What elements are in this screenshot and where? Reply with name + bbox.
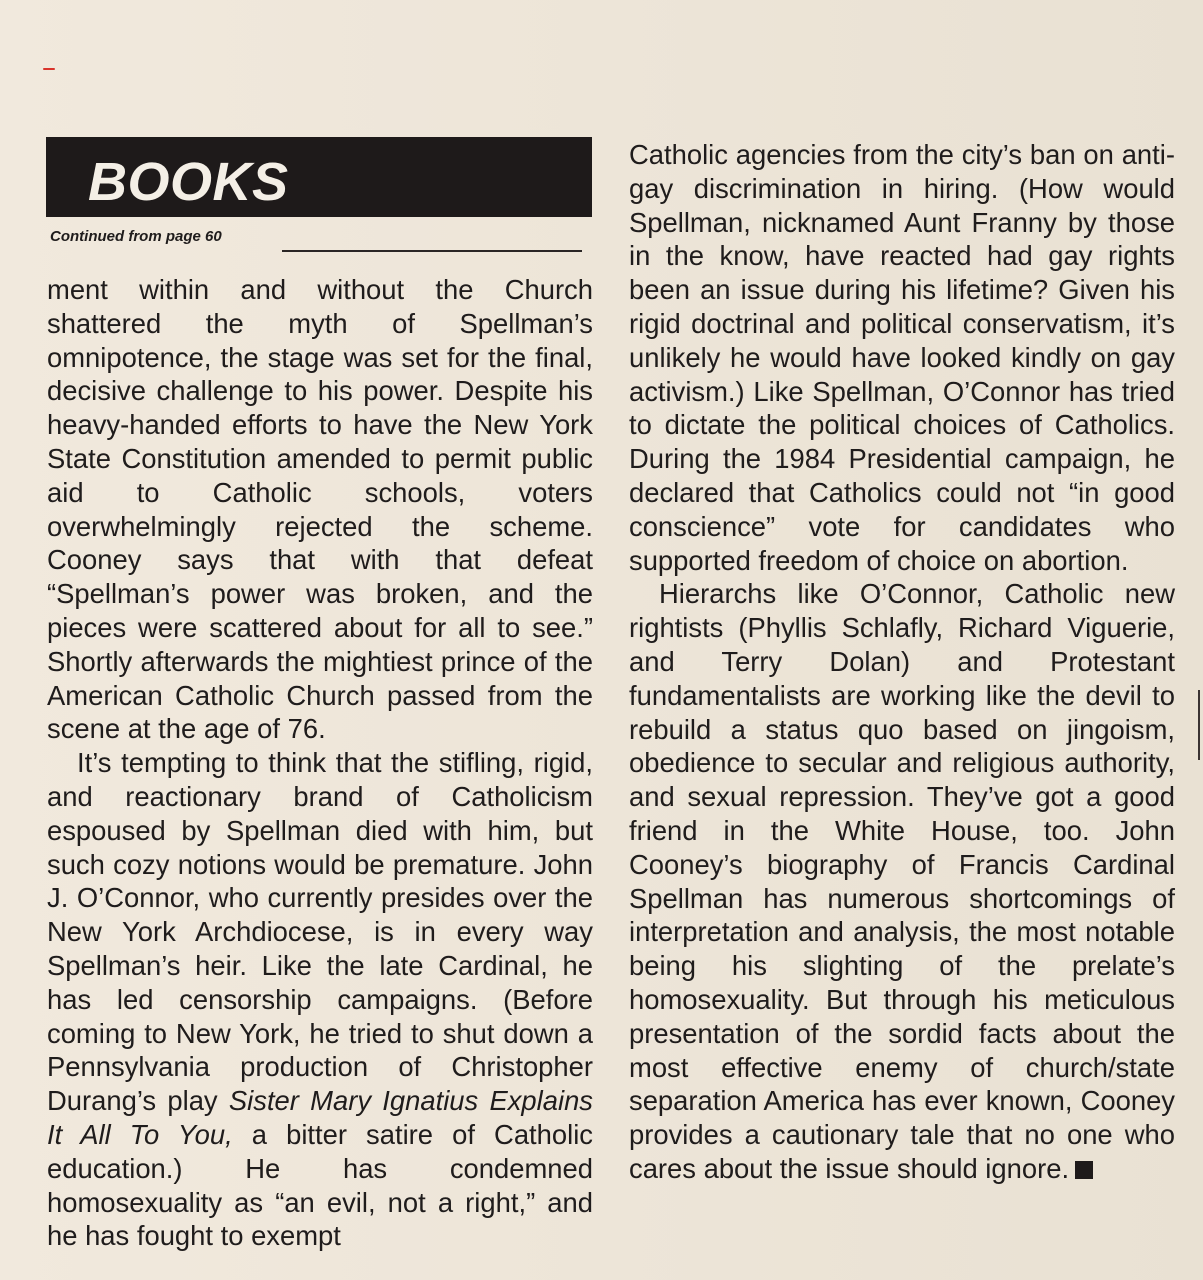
page-edge-line bbox=[1198, 690, 1200, 760]
red-ink-mark bbox=[43, 68, 55, 70]
article-column-2 bbox=[629, 138, 1175, 1186]
column2-paragraph-2 bbox=[629, 577, 1175, 1185]
column1-paragraph-2-text-a: It’s tempting to think that the stifling, rigid, and reactionary brand of Catholicism espoused by Spellman died with him, but such cozy notions would be premature. John J. O’Connor, who currently presides over the New York Archdiocese, is in every way Spellman’s heir. Like the late Cardinal, he has led censorship campaigns. (Before coming to New York, he tried to shut down a Pennsylvania production of Christopher Durang’s play bbox=[47, 747, 593, 1117]
continued-note: Continued from page 60 bbox=[50, 228, 222, 245]
article-column-1 bbox=[47, 273, 593, 1253]
section-title: BOOKS bbox=[88, 152, 289, 212]
column2-paragraph-2-text: Hierarchs like O’Connor, Catholic new rightists (Phyllis Schlafly, Richard Viguerie, and Terry Dolan) and Protestant fundamentalists are working like the devil to rebuild a status quo based on jingoism, obedience to secular and religious authority, and sexual repression. They’ve got a good friend in the White House, too. John Cooney’s biography of Francis Cardinal Spellman has numerous shortcomings of interpretation and analysis, the most notable being his slighting of the prelate’s homosexuality. But through his meticulous presentation of the sordid facts about the most effective enemy of church/state separation America has ever known, Cooney provides a cautionary tale that no one who cares about the issue should ignore. bbox=[629, 578, 1175, 1184]
end-of-article-mark bbox=[1075, 1161, 1093, 1179]
header-rule bbox=[282, 250, 582, 252]
play-title: Sister Mary Ignatius Explains It All To You, bbox=[47, 1085, 593, 1150]
column1-paragraph-1: ment within and without the Church shattered the myth of Spellman’s omnipotence, the stage was set for the final, decisive challenge to his power. Despite his heavy-handed efforts to have the New York State Constitution amended to permit public aid to Catholic schools, voters overwhelmingly rejected the scheme. Cooney says that with that defeat “Spellman’s power was broken, and the pieces were scattered about for all to see.” Shortly afterwards the mightiest prince of the American Catholic Church passed from the scene at the age of 76. bbox=[47, 274, 593, 745]
column1-paragraph-2 bbox=[47, 746, 593, 1253]
column1-paragraph-2-text-b: a bitter satire of Catholic education.) He has condemned homosexuality as “an evil, not a right,” and he has fought to exempt bbox=[47, 1118, 593, 1252]
column2-paragraph-1: Catholic agencies from the city’s ban on anti-gay discrimination in hiring. (How would Spellman, nicknamed Aunt Franny by those in the know, have reacted had gay rights been an issue during his lifetime? Given his rigid doctrinal and political conservatism, it’s unlikely he would have looked kindly on gay activism.) Like Spellman, O’Connor has tried to dictate the political choices of Catholics. During the 1984 Presidential campaign, he declared that Catholics could not “in good conscience” vote for candidates who supported freedom of choice on abortion. bbox=[629, 139, 1175, 576]
